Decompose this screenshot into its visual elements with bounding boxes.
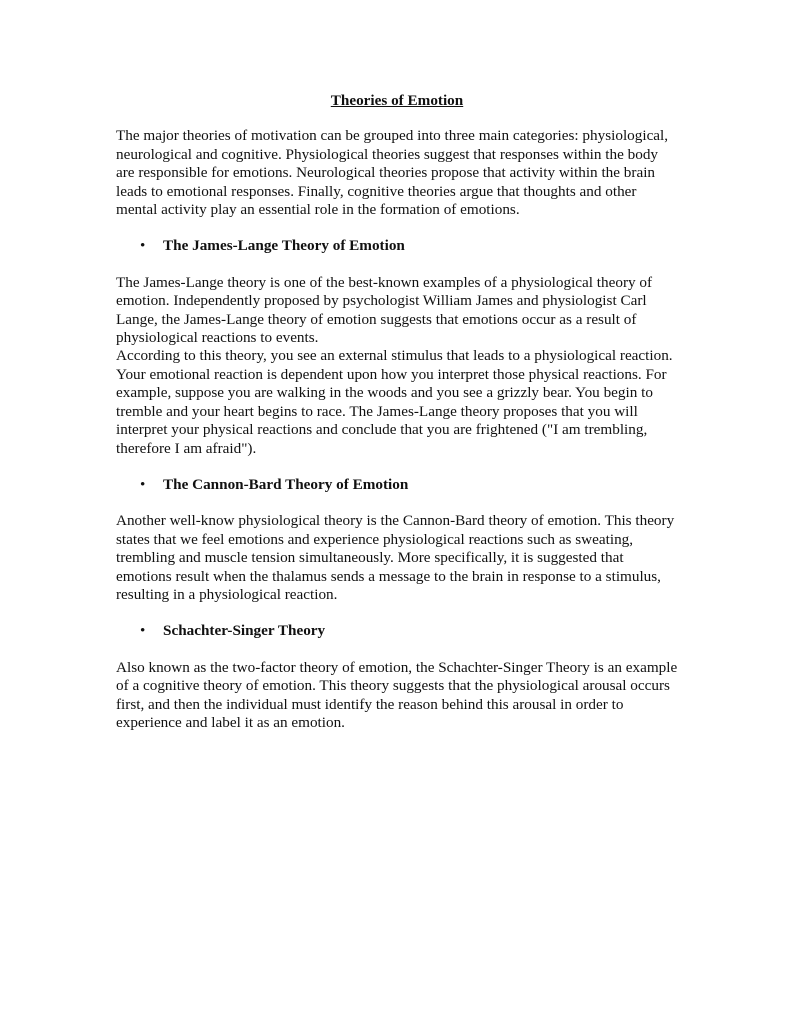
- intro-paragraph: The major theories of motivation can be grouped into three main categories: physiological, neurological and cognitive. Physiological theories suggest that responses within the body are responsible for emotions. Neurological theories propose that activity within the brain leads to emotional responses. Finally, cognitive theories argue that thoughts and other mental activity play an essential role in the formation of emotions.: [116, 127, 669, 219]
- document-title: Theories of Emotion: [330, 92, 464, 109]
- section-heading-cannon-bard: [116, 476, 678, 494]
- james-lange-paragraph-1: The James-Lange theory is one of the best-known examples of a physiological theory of emotion. Independently proposed by psychologist William James and physiologist Carl Lange, the James-Lange theory of emotion suggests that emotions occur as a result of physiological reactions to events.: [116, 273, 653, 347]
- document-page: [116, 92, 678, 750]
- section-heading-james-lange: [116, 237, 678, 255]
- cannon-bard-paragraph: Another well-know physiological theory is the Cannon-Bard theory of emotion. This theory states that we feel emotions and experience physiological reactions such as sweating, trembling and muscle tension simultaneously. More specifically, it is suggested that emotions result when the thalamus sends a message to the brain in response to a stimulus, resulting in a physiological reaction.: [116, 512, 675, 603]
- bullet-icon: •: [140, 475, 146, 493]
- bullet-icon: •: [140, 622, 146, 640]
- section-heading-label: Schachter-Singer Theory: [163, 622, 326, 640]
- james-lange-paragraph-2: According to this theory, you see an external stimulus that leads to a physiological reaction. Your emotional reaction is dependent upon how you interpret those physical reactions. For example, suppose you are walking in the woods and you see a grizzly bear. You begin to tremble and your heart begins to race. The James-Lange theory proposes that you will interpret your physical reactions and conclude that you are frightened ("I am trembling, therefore I am afraid").: [116, 347, 673, 457]
- section-heading-label: The Cannon-Bard Theory of Emotion: [163, 475, 409, 493]
- section-heading-label: The James-Lange Theory of Emotion: [163, 237, 405, 255]
- schachter-singer-paragraph: Also known as the two-factor theory of emotion, the Schachter-Singer Theory is an example of a cognitive theory of emotion. This theory suggests that the physiological arousal occurs first, and then the individual must identify the reason behind this arousal in order to experience and label it as an emotion.: [116, 658, 678, 731]
- section-heading-schachter-singer: [116, 622, 678, 640]
- bullet-icon: •: [140, 237, 146, 255]
